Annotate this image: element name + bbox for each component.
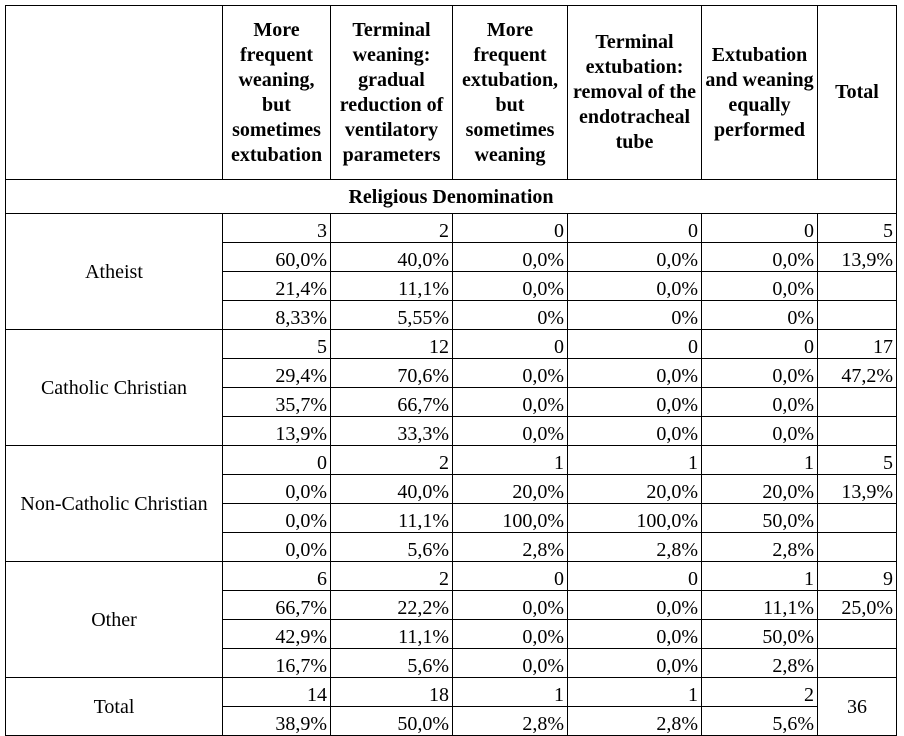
table-cell: 0	[568, 330, 702, 359]
table-cell: 0	[223, 446, 331, 475]
total-cell	[818, 649, 897, 678]
table-cell: 0,0%	[223, 475, 331, 504]
table-cell: 11,1%	[331, 620, 453, 649]
table-cell: 0,0%	[223, 533, 331, 562]
table-cell: 0%	[568, 301, 702, 330]
table-cell: 1	[702, 562, 818, 591]
table-cell: 0	[453, 562, 568, 591]
table-cell: 0%	[453, 301, 568, 330]
group-label: Catholic Christian	[6, 330, 223, 446]
total-cell: 13,9%	[818, 475, 897, 504]
table-cell: 0,0%	[453, 591, 568, 620]
table-cell: 1	[453, 678, 568, 707]
table-cell: 20,0%	[568, 475, 702, 504]
table-cell: 0	[568, 562, 702, 591]
header-total: Total	[818, 6, 897, 180]
table-cell: 38,9%	[223, 707, 331, 736]
table-cell: 1	[568, 446, 702, 475]
total-cell	[818, 388, 897, 417]
table-row	[6, 446, 897, 475]
results-table	[5, 5, 897, 736]
table-cell: 60,0%	[223, 243, 331, 272]
table-cell: 2	[331, 446, 453, 475]
table-cell: 0	[453, 330, 568, 359]
section-title: Religious Denomination	[6, 180, 897, 214]
table-cell: 0	[702, 330, 818, 359]
table-row	[6, 562, 897, 591]
table-cell: 33,3%	[331, 417, 453, 446]
table-row	[6, 330, 897, 359]
table-cell: 22,2%	[331, 591, 453, 620]
table-cell: 70,6%	[331, 359, 453, 388]
table-cell: 20,0%	[702, 475, 818, 504]
group-label: Non-Catholic Christian	[6, 446, 223, 562]
table-cell: 0	[568, 214, 702, 243]
table-cell: 2,8%	[568, 533, 702, 562]
table-cell: 29,4%	[223, 359, 331, 388]
total-cell	[818, 301, 897, 330]
table-cell: 20,0%	[453, 475, 568, 504]
table-cell: 0,0%	[453, 620, 568, 649]
table-cell: 21,4%	[223, 272, 331, 301]
table-cell: 0,0%	[453, 359, 568, 388]
table-cell: 0,0%	[568, 243, 702, 272]
table-cell: 2,8%	[453, 707, 568, 736]
header-more-frequent-weaning: More frequent weaning, but sometimes extubation	[223, 6, 331, 180]
table-cell: 16,7%	[223, 649, 331, 678]
total-cell: 25,0%	[818, 591, 897, 620]
table-cell: 0,0%	[453, 243, 568, 272]
table-cell: 50,0%	[331, 707, 453, 736]
table-cell: 5	[223, 330, 331, 359]
table-cell: 5,55%	[331, 301, 453, 330]
table-cell: 0,0%	[702, 417, 818, 446]
table-cell: 3	[223, 214, 331, 243]
header-empty	[6, 6, 223, 180]
table-cell: 50,0%	[702, 620, 818, 649]
table-cell: 50,0%	[702, 504, 818, 533]
table-cell: 0,0%	[568, 359, 702, 388]
table-cell: 0%	[702, 301, 818, 330]
table-cell: 0,0%	[702, 359, 818, 388]
table-cell: 11,1%	[331, 504, 453, 533]
table-cell: 100,0%	[568, 504, 702, 533]
table-cell: 0,0%	[453, 388, 568, 417]
table-cell: 0,0%	[702, 272, 818, 301]
table-cell: 2,8%	[568, 707, 702, 736]
table-cell: 0,0%	[453, 272, 568, 301]
table-cell: 66,7%	[223, 591, 331, 620]
header-equally-performed: Extubation and weaning equally performed	[702, 6, 818, 180]
group-label: Total	[6, 678, 223, 736]
table-cell: 0,0%	[568, 620, 702, 649]
total-cell: 5	[818, 446, 897, 475]
table-cell: 5,6%	[702, 707, 818, 736]
table-row	[6, 678, 897, 707]
table-cell: 0,0%	[702, 243, 818, 272]
total-cell: 9	[818, 562, 897, 591]
table-cell: 0	[702, 214, 818, 243]
table-cell: 5,6%	[331, 649, 453, 678]
header-more-frequent-extubation: More frequent extubation, but sometimes weaning	[453, 6, 568, 180]
table-cell: 0,0%	[568, 591, 702, 620]
total-cell	[818, 620, 897, 649]
header-terminal-weaning: Terminal weaning: gradual reduction of ventilatory parameters	[331, 6, 453, 180]
total-cell	[818, 504, 897, 533]
grand-total-cell: 36	[818, 678, 897, 736]
table-cell: 40,0%	[331, 475, 453, 504]
table-cell: 0,0%	[568, 272, 702, 301]
table-cell: 0	[453, 214, 568, 243]
table-cell: 2,8%	[453, 533, 568, 562]
table-cell: 0,0%	[568, 388, 702, 417]
table-cell: 1	[702, 446, 818, 475]
total-cell	[818, 533, 897, 562]
section-row	[6, 180, 897, 214]
table-row	[6, 214, 897, 243]
table-cell: 0,0%	[453, 417, 568, 446]
table-cell: 42,9%	[223, 620, 331, 649]
table-cell: 100,0%	[453, 504, 568, 533]
total-cell: 17	[818, 330, 897, 359]
header-terminal-extubation: Terminal extubation: removal of the endotracheal tube	[568, 6, 702, 180]
table-cell: 18	[331, 678, 453, 707]
table-cell: 2,8%	[702, 533, 818, 562]
table-cell: 2,8%	[702, 649, 818, 678]
total-cell	[818, 272, 897, 301]
total-cell: 5	[818, 214, 897, 243]
group-label: Other	[6, 562, 223, 678]
header-row	[6, 6, 897, 180]
table-cell: 12	[331, 330, 453, 359]
table-cell: 13,9%	[223, 417, 331, 446]
table-cell: 0,0%	[568, 417, 702, 446]
table-cell: 8,33%	[223, 301, 331, 330]
total-cell	[818, 417, 897, 446]
table-cell: 0,0%	[568, 649, 702, 678]
total-cell: 47,2%	[818, 359, 897, 388]
total-cell: 13,9%	[818, 243, 897, 272]
table-cell: 11,1%	[331, 272, 453, 301]
table-cell: 35,7%	[223, 388, 331, 417]
table-cell: 0,0%	[702, 388, 818, 417]
table-cell: 0,0%	[223, 504, 331, 533]
table-cell: 0,0%	[453, 649, 568, 678]
table-cell: 6	[223, 562, 331, 591]
table-cell: 2	[331, 562, 453, 591]
table-cell: 1	[453, 446, 568, 475]
table-cell: 40,0%	[331, 243, 453, 272]
table-cell: 2	[331, 214, 453, 243]
group-label: Atheist	[6, 214, 223, 330]
table-cell: 5,6%	[331, 533, 453, 562]
table-cell: 1	[568, 678, 702, 707]
table-cell: 2	[702, 678, 818, 707]
table-cell: 11,1%	[702, 591, 818, 620]
table-cell: 66,7%	[331, 388, 453, 417]
table-cell: 14	[223, 678, 331, 707]
